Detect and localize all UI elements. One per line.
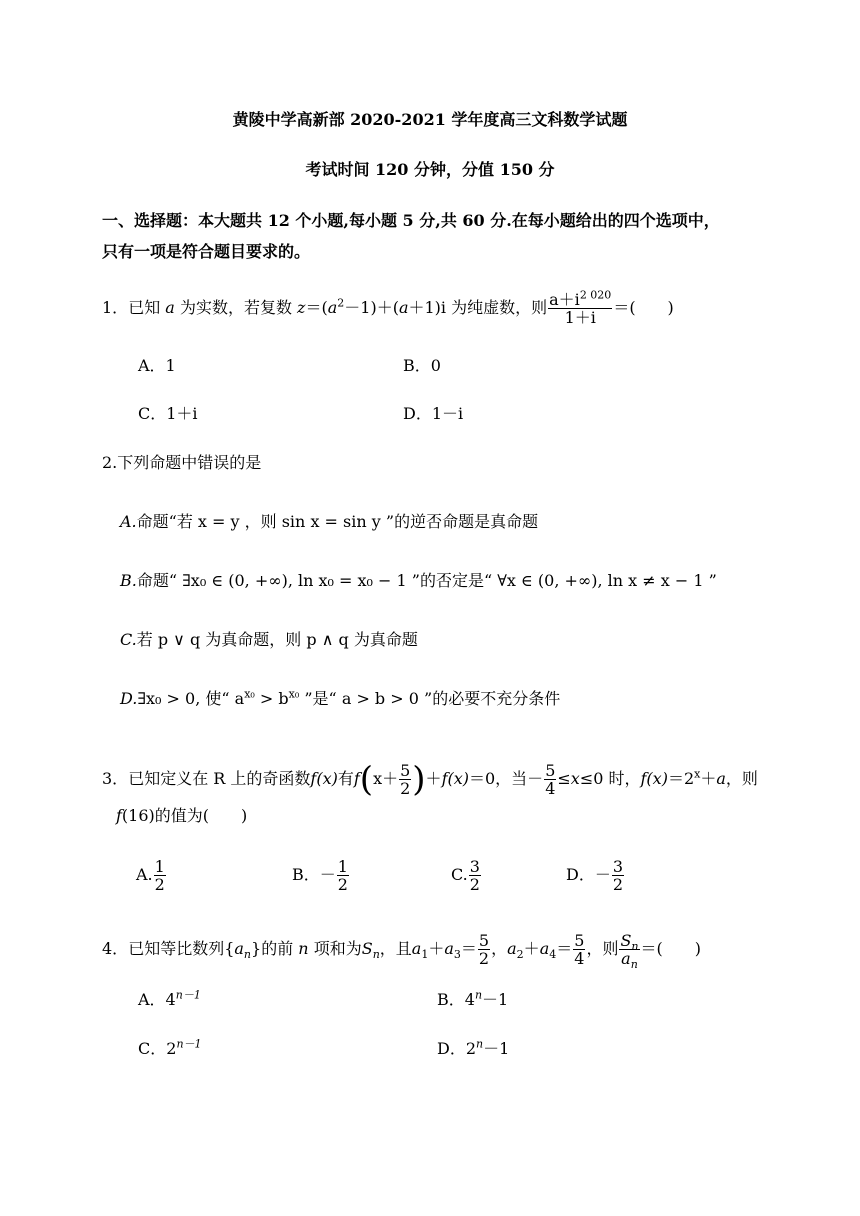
q4-option-d[interactable]: D．$2^n-1$ [437,1037,510,1058]
q4-option-b[interactable]: B．$4^n-1$ [437,988,509,1009]
question-3: 3．已知定义在 R 上的奇函数f(x)有f(x＋ $\frac{5}{2}$ )＋f(x)＝0，当－ $\frac{5}{4}$ ≤x≤0 时，$f(x)=2^x+a$，则 [102,759,758,800]
q3-fraction-5-4: $\frac{5}{4}$ [545,761,556,798]
section-header-line2: 只有一项是符合题目要求的。 [102,242,311,261]
q1-option-a[interactable]: A．1 [138,356,176,375]
q4-fraction-sn-an: $\frac{S_n}{a_n}$ [620,931,639,972]
q3-option-d[interactable]: D．－ $\frac{3}{2}$ [566,857,624,894]
q3-fraction-5-2: $\frac{5}{2}$ [400,761,411,798]
q2-option-a[interactable]: A.命题“若 x = y ，则 sin x = sin y ”的逆否命题是真命题 [120,512,539,531]
q4-number: 4． [102,939,129,958]
q3-number: 3． [102,769,129,788]
q2-option-d[interactable]: D.∃x₀ > 0, 使“ $a^{x_0} > b^{x_0}$ ”是“ a > b > 0 ”的必要不充分条件 [120,687,561,708]
q2-option-b[interactable]: B.命题“ ∃x₀ ∈ (0, +∞), ln x₀ = x₀ − 1 ”的否定是“ ∀x ∈ (0, +∞), ln x ≠ x − 1 ” [120,571,717,590]
q3-option-a[interactable]: A. $\frac{1}{2}$ [136,857,165,894]
exam-info: 考试时间 120 分钟，分值 150 分 [305,160,555,179]
question-1: 1．已知 a 为实数，若复数 $z=(a^2-1)+(a+1)i$ 为纯虚数，则 $\frac{a+i^{2 020}}{1+i}$ ＝( ) [102,288,674,327]
section-header-line1: 一、选择题：本大题共 12 个小题,每小题 5 分,共 60 分.在每小题给出的四个选项中， [102,211,720,230]
q1-number: 1． [102,298,129,317]
q3-option-b[interactable]: B．－ $\frac{1}{2}$ [292,857,348,894]
q1-fraction: $\frac{a+i^{2 020}}{1+i}$ [549,288,612,327]
q1-option-d[interactable]: D．1－i [403,404,464,423]
q2-option-c[interactable]: C.若 p ∨ q 为真命题，则 p ∧ q 为真命题 [120,630,418,649]
question-2: 2.下列命题中错误的是 [102,453,262,472]
question-3-line2: f(16)的值为( ) [116,806,248,825]
q4-option-a[interactable]: A．$4^{n-1}$ [138,988,201,1009]
q3-option-c[interactable]: C. $\frac{3}{2}$ [451,857,480,894]
page-title: 黄陵中学高新部 2020-2021 学年度高三文科数学试题 [232,110,628,129]
q1-option-b[interactable]: B．0 [403,356,441,375]
q4-option-c[interactable]: C．$2^{n-1}$ [138,1037,202,1058]
q1-option-c[interactable]: C．1＋i [138,404,198,423]
question-4: 4．已知等比数列$\{a_n\}$的前 n 项和为$S_n$，且$a_1+a_3=$ $\frac{5}{2}$ ，$a_2+a_4=$ $\frac{5}{4}$ ，则 $\frac{S_n}{a_n}$ ＝( ) [102,931,702,972]
